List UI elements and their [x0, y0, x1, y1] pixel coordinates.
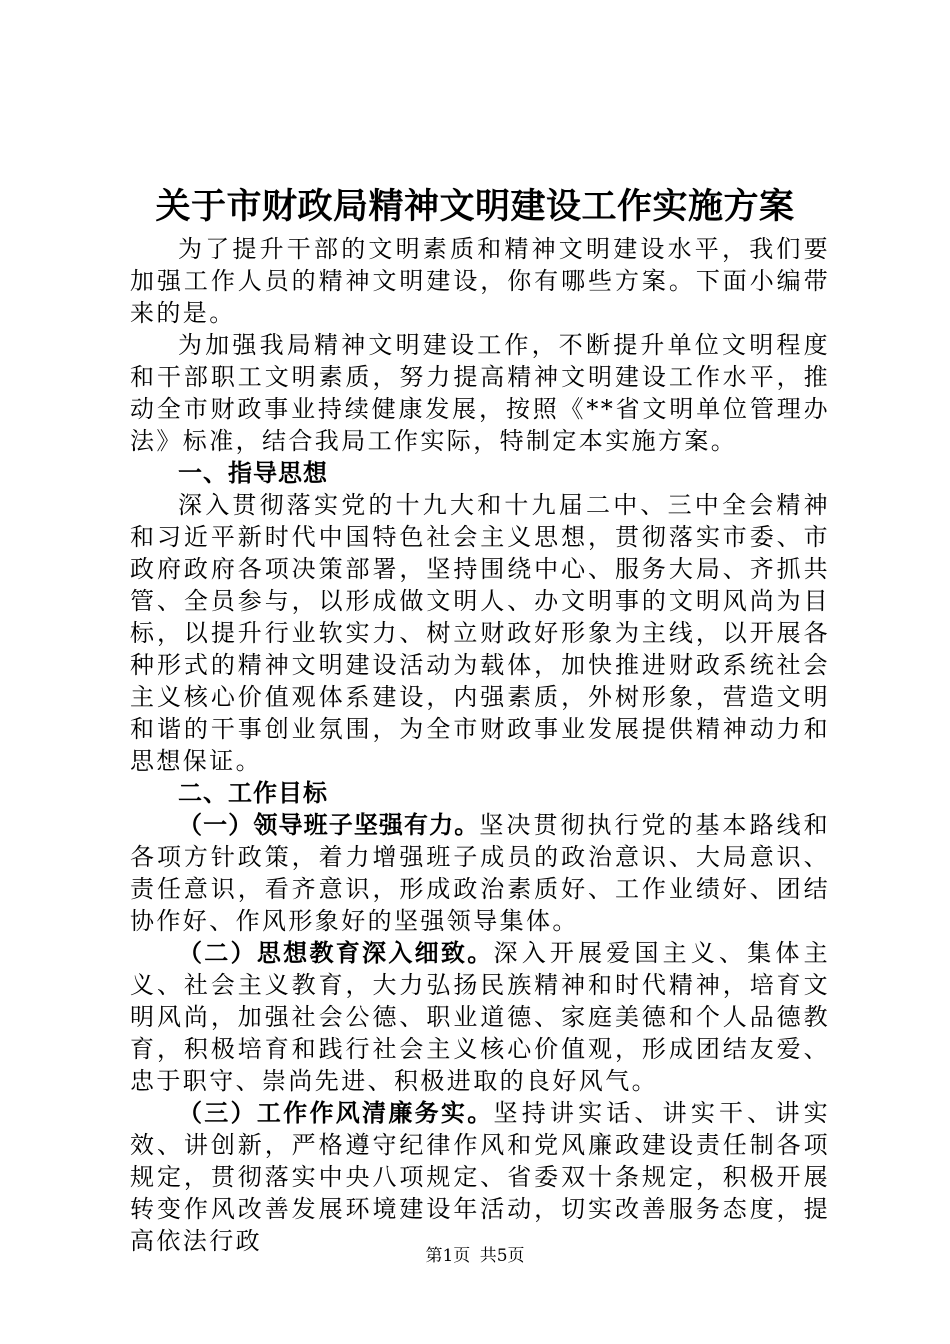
goal-lead-2: （二）思想教育深入细致。 [178, 939, 494, 967]
intro-paragraph: 为了提升干部的文明素质和精神文明建设水平，我们要加强工作人员的精神文明建设，你有哪些方案。下面小编带来的是。 [130, 235, 830, 327]
goal-paragraph-2 [130, 937, 830, 1097]
goal-text-1: 坚决贯彻执行党的基本路线和各项方针政策，着力增强班子成员的政治意识、大局意识、责任意识，看齐意识，形成政治素质好、工作业绩好、团结协作好、作风形象好的坚强领导集体。 [130, 811, 831, 935]
document-title: 关于市财政局精神文明建设工作实施方案 [155, 187, 795, 227]
document-body [130, 233, 830, 1257]
goal-lead-3: （三）工作作风清廉务实。 [178, 1099, 494, 1127]
page-footer [0, 1244, 950, 1268]
purpose-paragraph: 为加强我局精神文明建设工作，不断提升单位文明程度和干部职工文明素质，努力提高精神文明建设工作水平，推动全市财政事业持续健康发展，按照《**省文明单位管理办法》标准，结合我局工作实际，特制定本实施方案。 [130, 331, 830, 455]
guiding-paragraph: 深入贯彻落实党的十九大和十九届二中、三中全会精神和习近平新时代中国特色社会主义思想，贯彻落实市委、市政府政府各项决策部署，坚持围绕中心、服务大局、齐抓共管、全员参与，以形成做文明人、办文明事的文明风尚为目标，以提升行业软实力、树立财政好形象为主线，以开展各种形式的精神文明建设活动为载体，加快推进财政系统社会主义核心价值观体系建设，内强素质，外树形象，营造文明和谐的干事创业氛围，为全市财政事业发展提供精神动力和思想保证。 [130, 491, 830, 775]
goal-text-3: 坚持讲实话、讲实干、讲实效、讲创新，严格遵守纪律作风和党风廉政建设责任制各项规定，贯彻落实中央八项规定、省委双十条规定，积极开展转变作风改善发展环境建设年活动，切实改善服务态度，提高依法行政 [130, 1099, 830, 1255]
goal-paragraph-1 [130, 809, 830, 937]
goal-text-2: 深入开展爱国主义、集体主义、社会主义教育，大力弘扬民族精神和时代精神，培育文明风尚，加强社会公德、职业道德、家庭美德和个人品德教育，积极培育和践行社会主义核心价值观，形成团结友爱、忠于职守、崇尚先进、积极进取的良好风气。 [130, 939, 830, 1095]
page-total: 共5页 [479, 1246, 525, 1266]
goal-lead-1: （一）领导班子坚强有力。 [178, 811, 480, 839]
goal-paragraph-3 [130, 1097, 830, 1257]
section-heading-goals: 二、工作目标 [178, 779, 328, 807]
section-heading-guiding: 一、指导思想 [178, 459, 328, 487]
page-number: 第1页 [425, 1246, 471, 1266]
